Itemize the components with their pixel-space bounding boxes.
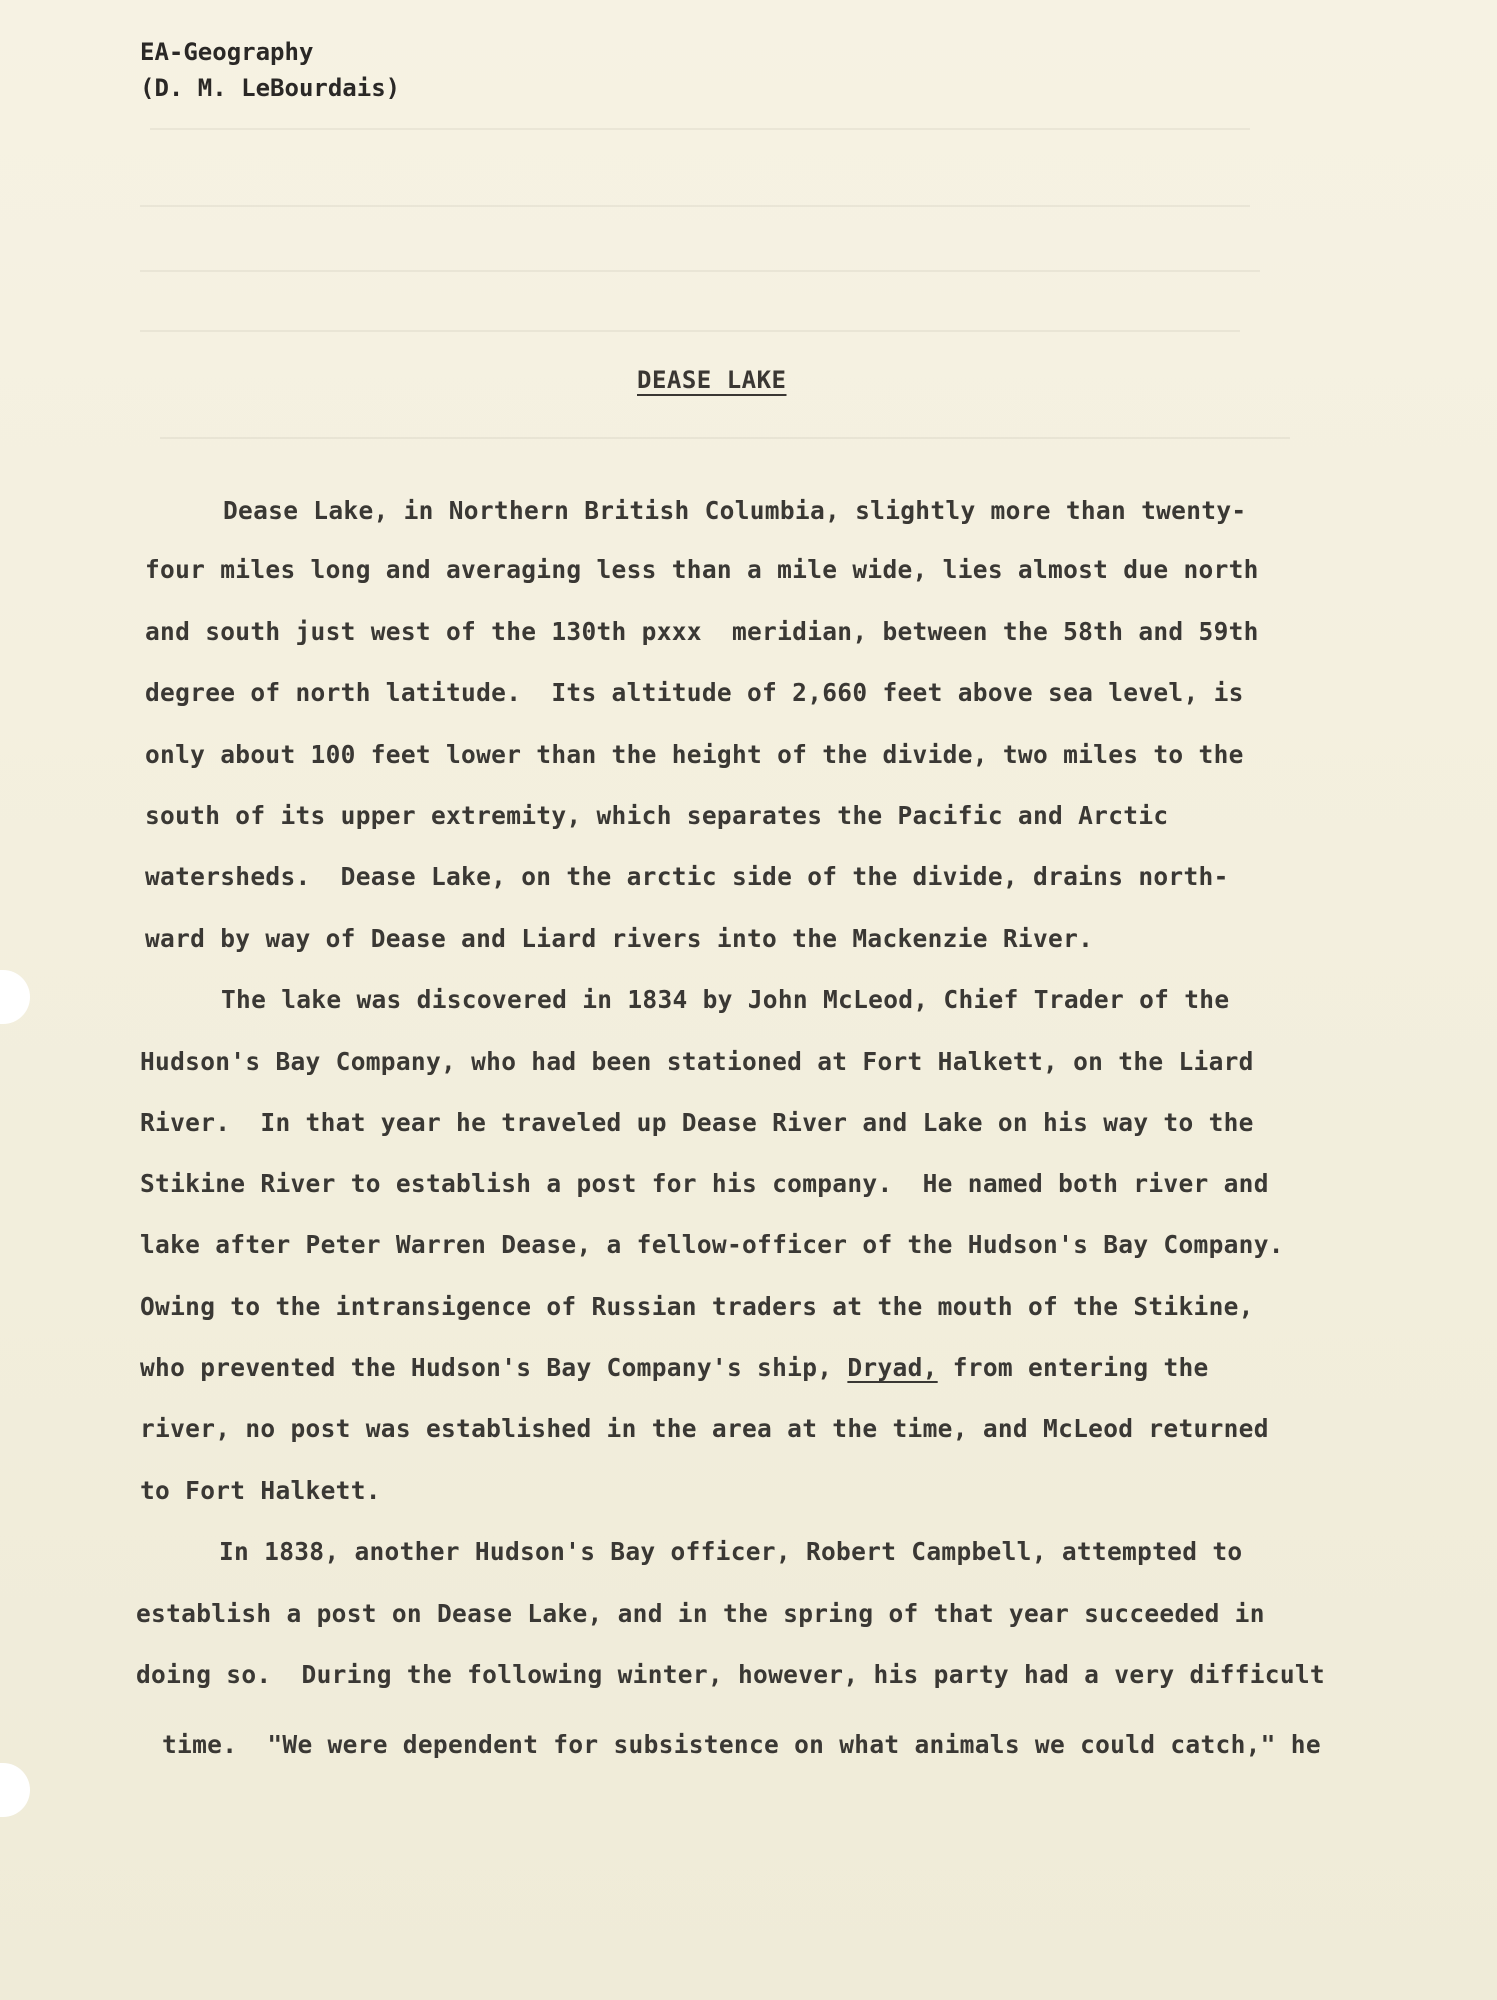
page-title: DEASE LAKE — [637, 366, 787, 394]
text-line: Stikine River to establish a post for his company. He named both river and — [140, 1169, 1269, 1198]
text-line: four miles long and averaging less than a mile wide, lies almost due north — [145, 555, 1259, 584]
text-line: The lake was discovered in 1834 by John McLeod, Chief Trader of the — [221, 985, 1230, 1014]
bleed-through-line — [140, 270, 1260, 272]
text-line-segment: Owing to the intransigence of Russian traders at the mouth of the Stikine, — [140, 1292, 1254, 1321]
text-line — [140, 1353, 1209, 1382]
document-header — [140, 34, 400, 106]
bleed-through-line — [140, 330, 1240, 332]
punch-hole — [0, 1763, 30, 1817]
punch-hole — [0, 970, 30, 1024]
text-line: establish a post on Dease Lake, and in the spring of that year succeeded in — [136, 1599, 1265, 1628]
text-line: river, no post was established in the area at the time, and McLeod returned — [140, 1414, 1269, 1443]
text-line-segment: from entering the — [937, 1353, 1209, 1382]
text-line: time. "We were dependent for subsistence on what animals we could catch," he — [162, 1730, 1321, 1759]
text-line: River. In that year he traveled up Dease River and Lake on his way to the — [140, 1108, 1254, 1137]
bleed-through-line — [140, 205, 1250, 207]
bleed-through-line — [150, 128, 1250, 130]
text-line: lake after Peter Warren Dease, a fellow-officer of the Hudson's Bay Company. — [140, 1230, 1284, 1259]
text-line: In 1838, another Hudson's Bay officer, Robert Campbell, attempted to — [219, 1537, 1243, 1566]
text-line — [140, 1292, 1254, 1321]
text-line: south of its upper extremity, which separates the Pacific and Arctic — [145, 801, 1169, 830]
text-line: degree of north latitude. Its altitude of 2,660 feet above sea level, is — [145, 678, 1244, 707]
text-line: and south just west of the 130th pxxx meridian, between the 58th and 59th — [145, 617, 1259, 646]
header-author: (D. M. LeBourdais) — [140, 74, 401, 102]
text-line: only about 100 feet lower than the height of the divide, two miles to the — [145, 740, 1244, 769]
text-line: to Fort Halkett. — [140, 1476, 381, 1505]
text-line: ward by way of Dease and Liard rivers into the Mackenzie River. — [145, 924, 1094, 953]
ship-name: Dryad, — [847, 1353, 938, 1382]
text-line: doing so. During the following winter, however, his party had a very difficult — [136, 1660, 1325, 1689]
text-line: Dease Lake, in Northern British Columbia, slightly more than twenty- — [223, 496, 1247, 525]
bleed-through-line — [160, 437, 1290, 439]
text-line-segment: who prevented the Hudson's Bay Company's ship, — [140, 1353, 848, 1382]
header-subject: EA-Geography — [140, 38, 314, 66]
text-line: watersheds. Dease Lake, on the arctic side of the divide, drains north- — [145, 862, 1229, 891]
text-line: Hudson's Bay Company, who had been stationed at Fort Halkett, on the Liard — [140, 1047, 1254, 1076]
